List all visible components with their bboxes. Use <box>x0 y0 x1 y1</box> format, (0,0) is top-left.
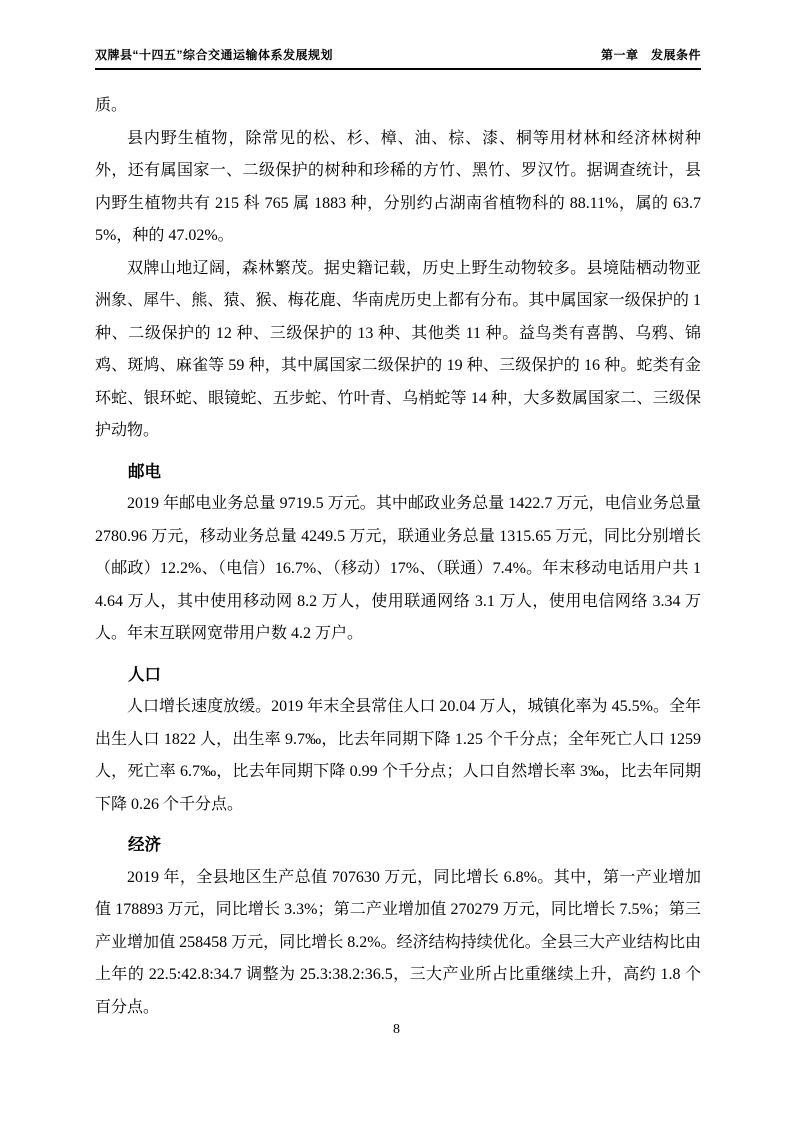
paragraph-population: 人口增长速度放缓。2019 年末全县常住人口 20.04 万人，城镇化率为 45.5%。全年出生人口 1822 人，出生率 9.7‰，比去年同期下降 1.25 个千分点；全年死亡人口 1259 人，死亡率 6.7‰，比去年同期下降 0.99 个千分点；人口自然增长率 3‰，比去年同期下降 0.26 个千分点。 <box>95 698 701 813</box>
page-body <box>95 90 701 1024</box>
paragraph-economy: 2019 年，全县地区生产总值 707630 万元，同比增长 6.8%。其中，第一产业增加值 178893 万元，同比增长 3.3%；第二产业增加值 270279 万元，同比增长 7.5%；第三产业增加值 258458 万元，同比增长 8.2%。经济结构持续优化。全县三大产业结构比由上年的 22.5:42.8:34.7 调整为 25.3:38.2:36.5，三大产业所占比重继续上升，高约 1.8 个百分点。 <box>95 868 701 1016</box>
paragraph-wild-animals: 双牌山地辽阔，森林繁茂。据史籍记载，历史上野生动物较多。县境陆栖动物亚洲象、犀牛、熊、猿、猴、梅花鹿、华南虎历史上都有分布。其中属国家一级保护的 1 种、二级保护的 12 种、三级保护的 13 种、其他类 11 种。益鸟类有喜鹊、乌鸦、锦鸡、斑鸠、麻雀等 59 种，其中属国家二级保护的 19 种、三级保护的 16 种。蛇类有金环蛇、银环蛇、眼镜蛇、五步蛇、竹叶青、乌梢蛇等 14 种，大多数属国家二、三级保护动物。 <box>95 259 701 439</box>
header-document-title: 双牌县“十四五”综合交通运输体系发展规划 <box>95 48 334 62</box>
header-chapter-title: 第一章 发展条件 <box>600 48 701 62</box>
page-footer <box>0 1020 793 1040</box>
page-number: 8 <box>393 1022 400 1037</box>
page-header <box>95 46 701 70</box>
paragraph-post-telecom: 2019 年邮电业务总量 9719.5 万元。其中邮政业务总量 1422.7 万元，电信业务总量 2780.96 万元，移动业务总量 4249.5 万元，联通业务总量 1315.65 万元，同比分别增长（邮政）12.2%、（电信）16.7%、（移动）17%、（联通）7.4%。年末移动电话用户共 14.64 万人，其中使用移动网 8.2 万人，使用联通网络 3.1 万人，使用电信网络 3.34 万人。年末互联网宽带用户数 4.2 万户。 <box>95 495 701 642</box>
section-heading-post-telecom: 邮电 <box>128 462 161 481</box>
paragraph-continuation: 质。 <box>95 97 128 114</box>
paragraph-wild-plants: 县内野生植物，除常见的松、杉、樟、油、棕、漆、桐等用材林和经济林树种外，还有属国家一、二级保护的树种和珍稀的方竹、黑竹、罗汉竹。据调查统计，县内野生植物共有 215 科 765 属 1883 种，分别约占湖南省植物科的 88.11%，属的 63.75%，种的 47.02%。 <box>95 129 701 244</box>
section-heading-population: 人口 <box>128 665 161 684</box>
section-heading-economy: 经济 <box>128 836 161 854</box>
